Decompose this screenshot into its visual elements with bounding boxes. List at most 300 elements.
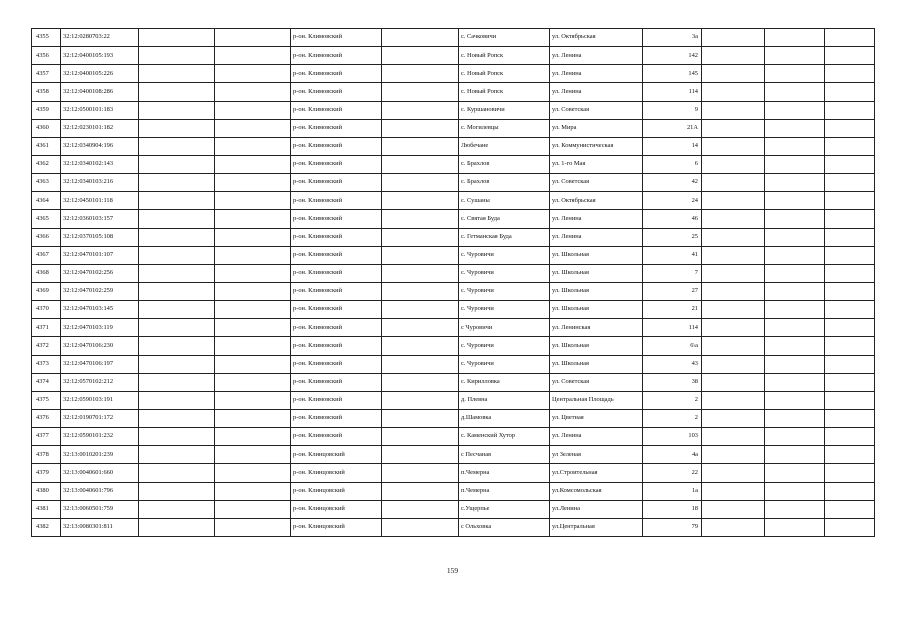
cell-cadastral-number: 32:12:0500101:183	[61, 101, 139, 119]
cell-empty	[382, 83, 459, 101]
table-row	[32, 119, 875, 137]
cell-number: 4359	[32, 101, 61, 119]
table-row	[32, 210, 875, 228]
cell-number: 4366	[32, 228, 61, 246]
cell-district: р-он. Климовский	[291, 29, 382, 47]
cell-settlement: с. Чуровичи	[459, 246, 550, 264]
cell-street: ул. Ленинская	[550, 319, 643, 337]
cell-empty	[215, 301, 291, 319]
cell-cadastral-number: 32:12:0370105:108	[61, 228, 139, 246]
cell-cadastral-number: 32:13:0080301:811	[61, 518, 139, 536]
cell-district: р-он. Климовский	[291, 246, 382, 264]
cell-empty	[215, 246, 291, 264]
cell-empty	[702, 301, 765, 319]
cell-settlement: с. Святая Буда	[459, 210, 550, 228]
cell-empty	[382, 337, 459, 355]
cell-empty	[702, 174, 765, 192]
cell-empty	[765, 137, 825, 155]
cell-empty	[702, 137, 765, 155]
cell-street: ул. Октябрьская	[550, 29, 643, 47]
cell-district: р-он. Климовский	[291, 409, 382, 427]
cell-empty	[215, 518, 291, 536]
cell-settlement: с. Чуровичи	[459, 337, 550, 355]
cell-empty	[139, 65, 215, 83]
table-row	[32, 192, 875, 210]
cell-empty	[825, 119, 875, 137]
cell-empty	[382, 119, 459, 137]
cell-street: ул. 1-го Мая	[550, 155, 643, 173]
cell-settlement: с. Новый Ропск	[459, 65, 550, 83]
cell-empty	[825, 83, 875, 101]
cell-street: ул. Школьная	[550, 337, 643, 355]
table-row	[32, 373, 875, 391]
table-row	[32, 29, 875, 47]
cell-empty	[215, 83, 291, 101]
cell-settlement: с. Чуровичи	[459, 264, 550, 282]
table-row	[32, 500, 875, 518]
cell-empty	[702, 446, 765, 464]
table-row	[32, 428, 875, 446]
cell-empty	[382, 500, 459, 518]
cell-empty	[702, 391, 765, 409]
cell-street: ул. Мира	[550, 119, 643, 137]
cell-cadastral-number: 32:12:0340102:143	[61, 155, 139, 173]
cell-empty	[139, 228, 215, 246]
cell-empty	[139, 83, 215, 101]
cell-empty	[765, 119, 825, 137]
cell-empty	[215, 409, 291, 427]
cell-settlement: с. Брахлов	[459, 174, 550, 192]
cell-settlement: с. Чуровичи	[459, 282, 550, 300]
cell-empty	[215, 192, 291, 210]
cell-empty	[215, 337, 291, 355]
cell-empty	[215, 119, 291, 137]
cell-number: 4356	[32, 47, 61, 65]
page-number: 159	[446, 566, 459, 575]
cell-empty	[702, 337, 765, 355]
cell-district: р-он. Климовский	[291, 65, 382, 83]
cell-number: 4376	[32, 409, 61, 427]
cell-empty	[382, 518, 459, 536]
cell-empty	[382, 409, 459, 427]
cell-empty	[765, 282, 825, 300]
cell-empty	[382, 264, 459, 282]
cell-empty	[139, 119, 215, 137]
cell-house: 27	[643, 282, 702, 300]
cell-settlement: с. Куршановичи	[459, 101, 550, 119]
cell-house: 24	[643, 192, 702, 210]
cell-empty	[765, 482, 825, 500]
table-row	[32, 464, 875, 482]
cell-district: р-он. Климовский	[291, 228, 382, 246]
cell-empty	[765, 518, 825, 536]
cell-empty	[825, 446, 875, 464]
cell-empty	[382, 482, 459, 500]
table-row	[32, 65, 875, 83]
cell-house: 46	[643, 210, 702, 228]
cell-empty	[765, 446, 825, 464]
table-row	[32, 482, 875, 500]
cell-settlement: п.Чемерна	[459, 482, 550, 500]
cell-empty	[765, 65, 825, 83]
cell-empty	[139, 464, 215, 482]
cell-empty	[215, 355, 291, 373]
cell-number: 4372	[32, 337, 61, 355]
cell-number: 4378	[32, 446, 61, 464]
cell-cadastral-number: 32:12:0470102:256	[61, 264, 139, 282]
cell-cadastral-number: 32:12:0590103:191	[61, 391, 139, 409]
cell-empty	[702, 228, 765, 246]
cell-empty	[215, 428, 291, 446]
cell-district: р-он. Климовский	[291, 119, 382, 137]
cell-street: ул. Ленина	[550, 65, 643, 83]
cell-empty	[382, 282, 459, 300]
cell-empty	[702, 500, 765, 518]
cell-empty	[215, 446, 291, 464]
cell-street: ул. Ленина	[550, 428, 643, 446]
cell-cadastral-number: 32:12:0470106:197	[61, 355, 139, 373]
cell-number: 4373	[32, 355, 61, 373]
cell-house: 25	[643, 228, 702, 246]
cell-empty	[382, 210, 459, 228]
cell-empty	[382, 391, 459, 409]
cell-empty	[215, 228, 291, 246]
cell-number: 4364	[32, 192, 61, 210]
cell-empty	[702, 319, 765, 337]
cell-empty	[139, 391, 215, 409]
cell-cadastral-number: 32:12:0400105:226	[61, 65, 139, 83]
cell-cadastral-number: 32:12:0360103:157	[61, 210, 139, 228]
cell-house: 142	[643, 47, 702, 65]
cell-empty	[382, 101, 459, 119]
cell-empty	[765, 391, 825, 409]
cell-empty	[702, 355, 765, 373]
cell-empty	[702, 192, 765, 210]
cell-settlement: с.Ущерпье	[459, 500, 550, 518]
cell-street: ул. Ленина	[550, 228, 643, 246]
table-row	[32, 446, 875, 464]
cell-empty	[139, 155, 215, 173]
cell-settlement: Любечане	[459, 137, 550, 155]
cell-empty	[382, 428, 459, 446]
cell-empty	[765, 464, 825, 482]
cell-district: р-он. Клинцовский	[291, 464, 382, 482]
cell-empty	[215, 319, 291, 337]
cell-house: 41	[643, 246, 702, 264]
cell-empty	[139, 500, 215, 518]
cell-number: 4358	[32, 83, 61, 101]
cell-empty	[825, 246, 875, 264]
cell-empty	[765, 264, 825, 282]
cell-settlement: с. Брахлов	[459, 155, 550, 173]
cell-empty	[765, 355, 825, 373]
cell-empty	[215, 101, 291, 119]
cell-district: р-он. Климовский	[291, 319, 382, 337]
cell-empty	[382, 47, 459, 65]
cell-house: 79	[643, 518, 702, 536]
cell-empty	[382, 174, 459, 192]
cell-number: 4380	[32, 482, 61, 500]
cell-cadastral-number: 32:12:0470101:107	[61, 246, 139, 264]
cell-house: 6\а	[643, 337, 702, 355]
cell-cadastral-number: 32:13:0040601:796	[61, 482, 139, 500]
cell-empty	[139, 47, 215, 65]
cell-empty	[702, 482, 765, 500]
cell-empty	[702, 119, 765, 137]
cell-empty	[382, 192, 459, 210]
table-row	[32, 391, 875, 409]
cell-street: ул Зеленая	[550, 446, 643, 464]
cell-district: р-он. Климовский	[291, 192, 382, 210]
cell-cadastral-number: 32:12:0470102:259	[61, 282, 139, 300]
cell-district: р-он. Климовский	[291, 47, 382, 65]
cell-empty	[825, 282, 875, 300]
cell-empty	[139, 337, 215, 355]
table-row	[32, 264, 875, 282]
cell-settlement: с. Гетманская Буда	[459, 228, 550, 246]
cell-street: ул.Ленина	[550, 500, 643, 518]
cell-empty	[825, 373, 875, 391]
table-row	[32, 355, 875, 373]
cell-empty	[702, 282, 765, 300]
cell-cadastral-number: 32:12:0470103:145	[61, 301, 139, 319]
table-row	[32, 174, 875, 192]
cell-house: 2	[643, 391, 702, 409]
cell-empty	[702, 155, 765, 173]
cell-district: р-он. Клинцовский	[291, 482, 382, 500]
cell-number: 4357	[32, 65, 61, 83]
cell-house: 114	[643, 319, 702, 337]
cell-empty	[765, 337, 825, 355]
cell-empty	[215, 155, 291, 173]
cell-empty	[825, 137, 875, 155]
cell-house: 43	[643, 355, 702, 373]
cell-empty	[215, 482, 291, 500]
cell-house: 145	[643, 65, 702, 83]
cell-empty	[139, 373, 215, 391]
cell-number: 4370	[32, 301, 61, 319]
cell-empty	[825, 192, 875, 210]
cell-house: 103	[643, 428, 702, 446]
cell-empty	[825, 391, 875, 409]
cell-empty	[139, 409, 215, 427]
cell-empty	[139, 264, 215, 282]
cell-cadastral-number: 32:12:0190701:172	[61, 409, 139, 427]
cell-number: 4377	[32, 428, 61, 446]
cell-empty	[765, 301, 825, 319]
cell-house: 9	[643, 101, 702, 119]
cell-empty	[139, 282, 215, 300]
cell-district: р-он. Климовский	[291, 174, 382, 192]
cell-empty	[765, 83, 825, 101]
cell-empty	[765, 174, 825, 192]
cell-empty	[765, 192, 825, 210]
cell-empty	[215, 174, 291, 192]
cell-settlement: с. Могилевцы	[459, 119, 550, 137]
cell-house: 6	[643, 155, 702, 173]
cell-number: 4363	[32, 174, 61, 192]
cell-empty	[765, 101, 825, 119]
cell-settlement: п.Чемерна	[459, 464, 550, 482]
cell-empty	[765, 428, 825, 446]
cell-empty	[765, 228, 825, 246]
cell-empty	[825, 301, 875, 319]
cell-cadastral-number: 32:12:0450101:118	[61, 192, 139, 210]
cell-district: р-он. Климовский	[291, 155, 382, 173]
cell-number: 4374	[32, 373, 61, 391]
cell-number: 4361	[32, 137, 61, 155]
cell-cadastral-number: 32:12:0590101:232	[61, 428, 139, 446]
cell-street: ул. Ленина	[550, 210, 643, 228]
cell-district: р-он. Климовский	[291, 355, 382, 373]
cell-number: 4360	[32, 119, 61, 137]
cell-street: ул. Октябрьская	[550, 192, 643, 210]
cell-settlement: с. Чуровичи	[459, 355, 550, 373]
cell-empty	[139, 482, 215, 500]
cell-empty	[382, 246, 459, 264]
table-body	[32, 29, 875, 537]
cell-street: ул. Школьная	[550, 355, 643, 373]
cell-district: р-он. Климовский	[291, 373, 382, 391]
cell-number: 4368	[32, 264, 61, 282]
cell-number: 4375	[32, 391, 61, 409]
cell-house: 4а	[643, 446, 702, 464]
cell-empty	[702, 210, 765, 228]
cell-empty	[765, 319, 825, 337]
cell-empty	[139, 101, 215, 119]
cell-street: ул. Ленина	[550, 47, 643, 65]
cell-number: 4379	[32, 464, 61, 482]
cell-empty	[382, 29, 459, 47]
cell-cadastral-number: 32:13:0010201:239	[61, 446, 139, 464]
cell-street: ул. Советская	[550, 101, 643, 119]
cell-district: р-он. Клинцовский	[291, 500, 382, 518]
cell-house: 1а	[643, 482, 702, 500]
cell-empty	[382, 446, 459, 464]
cell-number: 4355	[32, 29, 61, 47]
cell-cadastral-number: 32:13:0060501:759	[61, 500, 139, 518]
table-row	[32, 301, 875, 319]
cell-empty	[765, 409, 825, 427]
cell-empty	[825, 428, 875, 446]
cell-empty	[139, 446, 215, 464]
cell-district: р-он. Клинцовский	[291, 446, 382, 464]
cell-district: р-он. Климовский	[291, 137, 382, 155]
cell-empty	[382, 228, 459, 246]
cell-empty	[702, 29, 765, 47]
cell-settlement: с Ольховка	[459, 518, 550, 536]
cell-empty	[215, 282, 291, 300]
cell-street: ул.Комсомольская	[550, 482, 643, 500]
cell-empty	[702, 409, 765, 427]
cell-cadastral-number: 32:12:0470103:119	[61, 319, 139, 337]
cell-empty	[825, 464, 875, 482]
cell-empty	[825, 101, 875, 119]
cell-empty	[702, 47, 765, 65]
cell-cadastral-number: 32:12:0340103:216	[61, 174, 139, 192]
cell-empty	[382, 301, 459, 319]
cell-empty	[139, 137, 215, 155]
cell-cadastral-number: 32:12:0400108:286	[61, 83, 139, 101]
cell-empty	[825, 47, 875, 65]
cell-street: ул.Строительная	[550, 464, 643, 482]
cell-street: ул.Центральная	[550, 518, 643, 536]
cell-empty	[702, 83, 765, 101]
cell-cadastral-number: 32:12:0570102:212	[61, 373, 139, 391]
cell-empty	[215, 65, 291, 83]
table-row	[32, 47, 875, 65]
cell-settlement: д. Плевна	[459, 391, 550, 409]
table-row	[32, 155, 875, 173]
cell-empty	[825, 355, 875, 373]
cell-empty	[215, 264, 291, 282]
cell-district: р-он. Климовский	[291, 391, 382, 409]
cell-street: ул. Советская	[550, 174, 643, 192]
cell-street: ул. Школьная	[550, 301, 643, 319]
cell-house: 18	[643, 500, 702, 518]
table-row	[32, 228, 875, 246]
cell-empty	[702, 464, 765, 482]
cell-street: ул. Советская	[550, 373, 643, 391]
table-row	[32, 83, 875, 101]
cell-house: 14	[643, 137, 702, 155]
cell-district: р-он. Климовский	[291, 301, 382, 319]
cell-district: р-он. Климовский	[291, 264, 382, 282]
cell-empty	[139, 518, 215, 536]
cell-district: р-он. Климовский	[291, 101, 382, 119]
cell-empty	[382, 137, 459, 155]
cell-street: ул. Школьная	[550, 246, 643, 264]
cell-district: р-он. Климовский	[291, 210, 382, 228]
cell-empty	[139, 246, 215, 264]
cell-empty	[215, 373, 291, 391]
cell-house: 21	[643, 301, 702, 319]
table-row	[32, 518, 875, 536]
cell-empty	[215, 391, 291, 409]
cell-empty	[765, 47, 825, 65]
cell-empty	[702, 101, 765, 119]
cell-empty	[825, 500, 875, 518]
cell-district: р-он. Климовский	[291, 337, 382, 355]
cell-empty	[825, 264, 875, 282]
cell-empty	[139, 319, 215, 337]
cell-settlement: с Чуровичи	[459, 319, 550, 337]
cell-empty	[139, 355, 215, 373]
cell-number: 4362	[32, 155, 61, 173]
cell-empty	[382, 65, 459, 83]
cell-district: р-он. Клинцовский	[291, 518, 382, 536]
cell-settlement: с. Сушаны	[459, 192, 550, 210]
table-row	[32, 319, 875, 337]
cell-empty	[702, 264, 765, 282]
cell-settlement: с. Кирилловка	[459, 373, 550, 391]
cell-empty	[215, 137, 291, 155]
cell-street: ул. Школьная	[550, 282, 643, 300]
cell-street: ул. Цветная	[550, 409, 643, 427]
cell-empty	[825, 174, 875, 192]
cell-house: 7	[643, 264, 702, 282]
cell-settlement: с. Новый Ропск	[459, 83, 550, 101]
cell-district: р-он. Климовский	[291, 282, 382, 300]
cell-settlement: с. Каменский Хутор	[459, 428, 550, 446]
table-row	[32, 409, 875, 427]
cell-empty	[702, 428, 765, 446]
cell-empty	[215, 500, 291, 518]
cell-empty	[825, 409, 875, 427]
cell-district: р-он. Климовский	[291, 83, 382, 101]
cell-empty	[765, 246, 825, 264]
cell-empty	[825, 155, 875, 173]
